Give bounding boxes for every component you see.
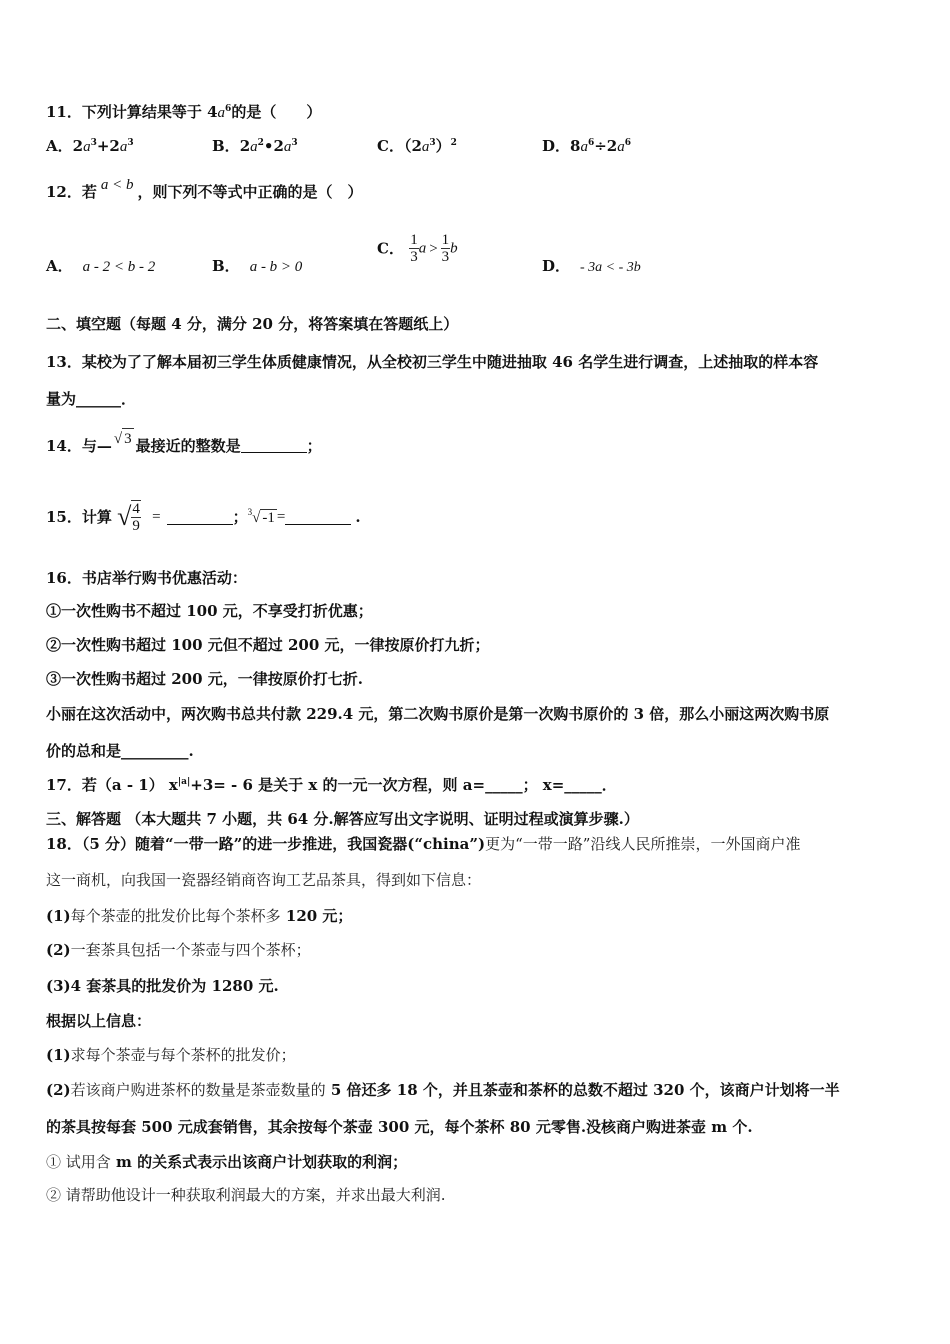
q12-option-d (542, 256, 641, 278)
numerator: 1 (410, 232, 418, 248)
sqrt-expression: √ 3 (114, 431, 134, 447)
operator: > (429, 240, 438, 257)
numerator: 4 (132, 501, 140, 517)
option-label: B． (212, 137, 240, 155)
section2-title: 二、填空题（每题 4 分，满分 20 分，将答案填在答题纸上） (46, 315, 459, 333)
separator: ； (232, 508, 248, 526)
q15-prefix: 15．计算 (46, 508, 112, 526)
q14-stem (46, 431, 322, 457)
q18-line1 (46, 834, 800, 854)
var: a (617, 139, 625, 155)
q16-line4: ③一次性购书超过 200 元，一律按原价打七折. (46, 670, 363, 688)
exp: 2 (257, 138, 264, 148)
q12-stem (46, 177, 363, 203)
q11-stem-suffix: 的是（ ） (231, 103, 322, 121)
q11-stem-exp: 6 (225, 104, 232, 114)
q18-line3 (46, 906, 352, 926)
q11-option-a (46, 136, 134, 157)
q18-line1-bold: 18．（5 分）随着“一带一路”的进一步推进，我国瓷器(“china”) (46, 835, 486, 853)
q12-stem-suffix: ，则下列不等式中正确的是（ ） (137, 183, 363, 201)
term: ÷2 (594, 137, 618, 155)
root-index: 3 (247, 507, 253, 517)
q12-option-b (212, 256, 302, 277)
option-label: C． (377, 137, 404, 155)
denominator: 3 (441, 249, 450, 265)
q17-text2: +3= - 6 是关于 x 的一元一次方程，则 a=_____； x=_____． (190, 776, 617, 794)
q17-stem (46, 775, 617, 795)
numerator: 1 (441, 232, 450, 248)
q18-info-heading: 根据以上信息： (46, 1012, 152, 1030)
q14-prefix: 14．与— (46, 437, 112, 455)
option-expr: a - b > 0 (249, 259, 303, 275)
exp: |a| (177, 777, 191, 787)
q11-stem-prefix: 11．下列计算结果等于 4 (46, 103, 218, 121)
option-label: B． (212, 257, 240, 275)
circled-number: ① (46, 1153, 62, 1171)
item-text: 每个茶壶的批发价比每个茶杯多 (70, 907, 281, 925)
var: a (283, 139, 292, 155)
option-label: A． (46, 137, 73, 155)
exp: 3 (429, 138, 436, 148)
item-text: 求每个茶壶与每个茶杯的批发价； (70, 1046, 296, 1064)
item-text-bold: 120 元； (280, 907, 353, 925)
q18-line5: (3)4 套茶具的批发价为 1280 元. (46, 977, 279, 995)
radicand: 3 (122, 428, 134, 449)
q18-line10 (46, 1152, 407, 1172)
q18-line9: 的茶具按每套 500 元成套销售，其余按每个茶壶 300 元，每个茶杯 80 元零售.没核商户购进茶壶 m 个. (46, 1118, 753, 1136)
item-text: 请帮助他设计一种获取利润最大的方案，并求出最大利润. (61, 1186, 446, 1204)
term: 8 (570, 137, 581, 155)
var: a (421, 139, 430, 155)
term: ） (435, 137, 451, 155)
fraction (441, 232, 451, 265)
exp: 3 (127, 138, 134, 148)
denominator: 9 (132, 518, 140, 534)
term: +2 (96, 137, 120, 155)
q12-option-c (377, 232, 458, 265)
fraction (131, 500, 141, 534)
exp: 3 (90, 138, 97, 148)
q15-end: . (355, 508, 361, 526)
radicand: -1 (262, 509, 275, 526)
option-label: A． (46, 257, 73, 275)
cube-root: √ -1 (252, 509, 275, 526)
var: a (83, 139, 91, 155)
q12-option-a (46, 256, 155, 277)
section3-title: 三、解答题 （本大题共 7 小题，共 64 分.解答应写出文字说明、证明过程或演算步骤.） (46, 810, 639, 828)
exp: 6 (624, 138, 631, 148)
equals: = (276, 509, 286, 525)
q12-stem-prefix: 12．若 (46, 183, 97, 201)
q11-option-b (212, 136, 298, 157)
q18-line1-rest: 更为“一带一路”沿线人民所推崇，一外国商户准 (485, 835, 801, 853)
sqrt-sign: √ (117, 502, 132, 531)
q13-line2: 量为______． (46, 390, 137, 408)
answer-blank[interactable] (167, 510, 233, 525)
q18-line8 (46, 1080, 840, 1100)
exp: 2 (450, 138, 457, 148)
item-number: (1) (46, 907, 71, 925)
term: 2 (239, 137, 251, 155)
q14-end: ； (306, 437, 322, 455)
q18-line7 (46, 1045, 296, 1065)
q16-line6: 价的总和是_________. (46, 742, 194, 760)
q18-line6 (46, 1011, 151, 1031)
var: a (580, 139, 588, 155)
q17-text: 17．若（a - 1） x (46, 776, 178, 794)
q15-stem (46, 500, 361, 534)
q14-suffix: 最接近的整数是 (135, 437, 241, 455)
option-expr: a - 2 < b - 2 (82, 259, 156, 275)
option-expr: - 3a < - 3b (580, 260, 641, 275)
equals: = (152, 509, 161, 525)
q16-line3: ②一次性购书超过 100 元但不超过 200 元，一律按原价打九折； (46, 636, 490, 654)
exp: 6 (587, 138, 595, 148)
item-text-bold: m 的关系式表示出该商户计划获取的利润； (110, 1153, 408, 1171)
option-label: D． (542, 137, 571, 155)
var: b (450, 240, 458, 257)
term: （2 (403, 137, 422, 155)
answer-blank[interactable] (285, 510, 351, 525)
answer-blank[interactable] (241, 438, 307, 453)
q12-condition: a < b (100, 177, 134, 193)
item-text: 试用含 (61, 1153, 111, 1171)
var: a (119, 139, 128, 155)
item-number: (2) (46, 941, 71, 959)
q16-line1: 16．书店举行购书优惠活动： (46, 569, 247, 587)
option-label: C． (377, 239, 404, 258)
q18-line11 (46, 1185, 446, 1205)
option-label: D． (542, 257, 571, 275)
exp: 3 (291, 138, 298, 148)
q16-line5: 小丽在这次活动中，两次购书总共付款 229.4 元，第二次购书原价是第一次购书原价的 3 倍，那么小丽这两次购书原 (46, 705, 830, 723)
term: 2 (72, 137, 84, 155)
q11-option-d (542, 136, 631, 157)
item-number: (1) (46, 1046, 71, 1064)
item-text: 若该商户购进茶杯的数量是茶壶数量的 (70, 1081, 326, 1099)
q18-line2: 这一商机，向我国一瓷器经销商咨询工艺品茶具，得到如下信息： (46, 871, 482, 889)
q11-stem-var: a (217, 105, 226, 121)
q11-stem (46, 102, 321, 123)
var: a (418, 240, 427, 257)
q13-line1: 13．某校为了了解本届初三学生体质健康情况，从全校初三学生中随进抽取 46 名学生进行调查，上述抽取的样本容 (46, 353, 819, 371)
q16-line2: ①一次性购书不超过 100 元，不享受打折优惠； (46, 602, 373, 620)
item-text-bold: 5 倍还多 18 个，并且茶壶和茶杯的总数不超过 320 个，该商户计划将一半 (325, 1081, 840, 1099)
fraction (409, 232, 419, 265)
q18-line4 (46, 940, 311, 960)
circled-number: ② (46, 1186, 62, 1204)
q11-option-c (377, 136, 457, 157)
term: •2 (263, 137, 284, 155)
item-number: (2) (46, 1081, 71, 1099)
var: a (250, 139, 258, 155)
denominator: 3 (410, 249, 418, 265)
item-text: 一套茶具包括一个茶壶与四个茶杯； (70, 941, 311, 959)
